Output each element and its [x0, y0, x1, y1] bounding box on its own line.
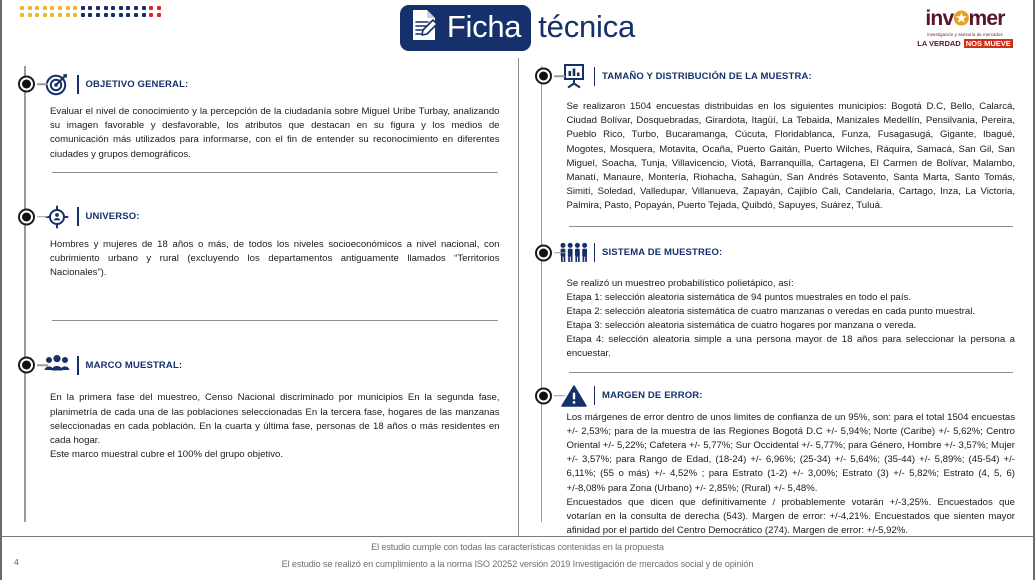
left-column [2, 58, 518, 536]
brand-name-a: inv [925, 7, 954, 30]
timeline-stem [37, 83, 48, 85]
paragraph: Hombres y mujeres de 18 años o más, de todos los niveles socioeconómicos a nivel nacional, con cubrimiento urbano y rural (excluyendo los departamentos antiguamente llamados “Territorios Nacionales”). [50, 238, 500, 279]
section-header [549, 239, 1034, 267]
timeline-node [535, 68, 552, 85]
brand-tagline-a: LA VERDAD [917, 39, 961, 48]
brand-subtitle: investigación y asesoría de mercados [927, 32, 1003, 37]
paragraph: Encuestados que dicen que definitivamente / probablemente votarán +/-3,25%. Encuestados que votarían en la consulta de derecha (543). Margen de error: +/-4,21%. Encuestados que sienten mayor afinidad por el partido del Centro Democrático (274). Margen de error: +/-5,92%. [566, 496, 1015, 537]
slide-footer [2, 536, 1033, 580]
timeline-stem [37, 216, 48, 218]
section-separator [52, 320, 498, 321]
section-separator [52, 172, 498, 173]
section-body [567, 100, 1016, 214]
timeline-node [535, 244, 552, 261]
section-title: OBJETIVO GENERAL: [85, 78, 189, 90]
timeline-node [18, 208, 35, 225]
section-divider-bar [594, 386, 596, 405]
section-body [50, 238, 500, 281]
page-number: 4 [14, 557, 19, 567]
slide-header [2, 0, 1033, 58]
section-title: MARCO MUESTRAL: [85, 359, 183, 371]
timeline-node [18, 357, 35, 374]
right-column [518, 58, 1034, 536]
paragraph: Etapa 2: selección aleatoria sistemática de cuatro manzanas o veredas en cada punto muestral. [566, 305, 976, 317]
paragraph: Evaluar el nivel de conocimiento y la percepción de la ciudadanía sobre Miguel Uribe Turbay, analizando su imagen favorable y desfavorable, los atributos que destacan en su figura y los medios de comunicación más utilizados para informarse, con el fin de entender su reconocimiento en diferentes ciudades y grupos demográficos. [50, 106, 500, 160]
brand-tagline-b: NOS MUEVE [965, 39, 1011, 48]
timeline-stem [554, 395, 565, 397]
paragraph: En la primera fase del muestreo, Censo Nacional discriminado por municipios En la segunda fase, planimetría de cada una de las poblaciones seleccionadas En la tercera fase, hogares de las manzanas seleccionadas en cada población. En la cuarta y última fase, personas de 18 años o más residentes en cada hogar. [50, 392, 500, 446]
footer-line-1: El estudio cumple con todas las características contenidas en la propuesta [371, 542, 664, 552]
section-divider-bar [594, 67, 596, 86]
paragraph: Se realizaron 1504 encuestas distribuidas en los siguientes municipios: Bogotá D.C, Bello, Calarcá, Ciudad Bolívar, Dosquebradas, Girardota, Itagüí, La Tebaida, Manizales Medellín, Pensilvania, Pereira, Pueblo Rico, Turbo, Bucaramanga, Cúcuta, Floridablanca, Funza, Fusagasugá, Gigante, Ibagué, Mogotes, Mosquera, Motavita, Ocaña, Puerto Gaitán, Puerto Wilches, Ráquira, Samacá, San Gil, San Miguel, Soacha, Tunja, Villavicencio, Viotá, Barranquilla, Cartagena, El Carmen de Bolívar, Malambo, Manatí, Manaure, Montería, Riohacha, Sahagún, San Andrés Sotavento, Santa Marta, Santo Tomás, Simití, Soledad, Valledupar, Villanueva, Zapayán, Cajibío Cali, Candelaria, Cartago, Inza, La Victoria, Palmira, Pasto, Popayán, Puerto Tejada, Quibdó, Sapuyes, Suárez, Tuluá. [566, 101, 1015, 212]
brand-tagline [909, 39, 1021, 48]
section-header [549, 383, 1034, 409]
timeline-stem [554, 252, 565, 254]
section-tamano-distribucion [527, 62, 1034, 227]
section-marco-muestral [10, 351, 518, 462]
brand-name [925, 8, 1004, 29]
title-highlight: Ficha [446, 8, 522, 44]
section-separator [569, 372, 1014, 373]
section-separator [569, 226, 1014, 227]
slide-body [2, 58, 1033, 536]
page-title [2, 5, 1033, 51]
brand-name-b: mer [968, 7, 1005, 30]
section-header [32, 70, 518, 98]
timeline-stem [37, 365, 48, 367]
brand-star-icon: ✪ [953, 9, 969, 30]
title-badge [400, 5, 531, 51]
paragraph: Etapa 1: selección aleatoria sistemática de 94 puntos muestrales en todo el país. [566, 291, 912, 303]
section-body [50, 105, 500, 162]
paragraph: Este marco muestral cubre el 100% del grupo objetivo. [50, 449, 284, 461]
section-margen-error [527, 383, 1034, 539]
section-title: UNIVERSO: [85, 211, 140, 223]
section-title: SISTEMA DE MUESTREO: [602, 247, 723, 258]
section-title: TAMAÑO Y DISTRIBUCIÓN DE LA MUESTRA: [602, 70, 812, 82]
section-header [32, 351, 518, 379]
paragraph: Se realizó un muestreo probabilístico polietápico, así: [566, 277, 794, 289]
timeline-node [535, 387, 552, 404]
section-divider-bar [77, 75, 79, 94]
section-header [549, 62, 1034, 90]
paragraph: Etapa 3: selección aleatoria sistemática de cuatro hogares por manzana o vereda. [566, 320, 917, 332]
section-divider-bar [77, 207, 79, 226]
section-title: MARGEN DE ERROR: [602, 390, 703, 402]
section-divider-bar [77, 356, 79, 375]
section-header [32, 203, 518, 231]
paragraph: Los márgenes de error dentro de unos limites de confianza de un 95%, son: para el total 1504 encuestas +/- 2,53%; para de la muestra de las Regiones Bogotá D.C +/- 5,94%; Norte (Caribe) +/- 5,62%; Centro Oriental +/- 5,22%; Cafetera +/- 5,77%; Sur Occidental +/- 5,77%; para Género, Hombre +/- 3,57%; Mujer +/- 3,57%; para Rango de Edad, (18-24) +/- 6,96%; (25-34) +/- 5,64%; (35-44) +/- 5,89%; (45-54) +/- 6,11%; (55 o más) +/- 4,52% ; para Estrato (1-2) +/- 3,00%; Estrato (3) +/- 5,82%; Estrato (4, 5, 6) +/-8,08% para Zona (Urbano) +/- 2,85%; (Rural) +/- 5,48%. [566, 411, 1015, 494]
section-body [567, 277, 1016, 362]
paragraph: Etapa 4: selección aleatoria simple a una persona mayor de 18 años para seleccionar la persona a encuestar. [566, 334, 1015, 360]
section-universo [10, 203, 518, 322]
section-objetivo-general [10, 70, 518, 173]
invamer-logo [909, 8, 1021, 48]
timeline-node [18, 76, 35, 93]
title-tail: técnica [538, 8, 636, 44]
section-body [50, 391, 500, 462]
footer-line-2: El estudio se realizó en cumplimiento a la norma ISO 20252 versión 2019 Investigación de mercados social y de opinión [281, 559, 754, 570]
section-body [567, 411, 1016, 539]
section-sistema-muestreo [527, 239, 1034, 373]
document-edit-icon [409, 9, 439, 46]
section-divider-bar [594, 243, 596, 262]
timeline-stem [554, 75, 565, 77]
